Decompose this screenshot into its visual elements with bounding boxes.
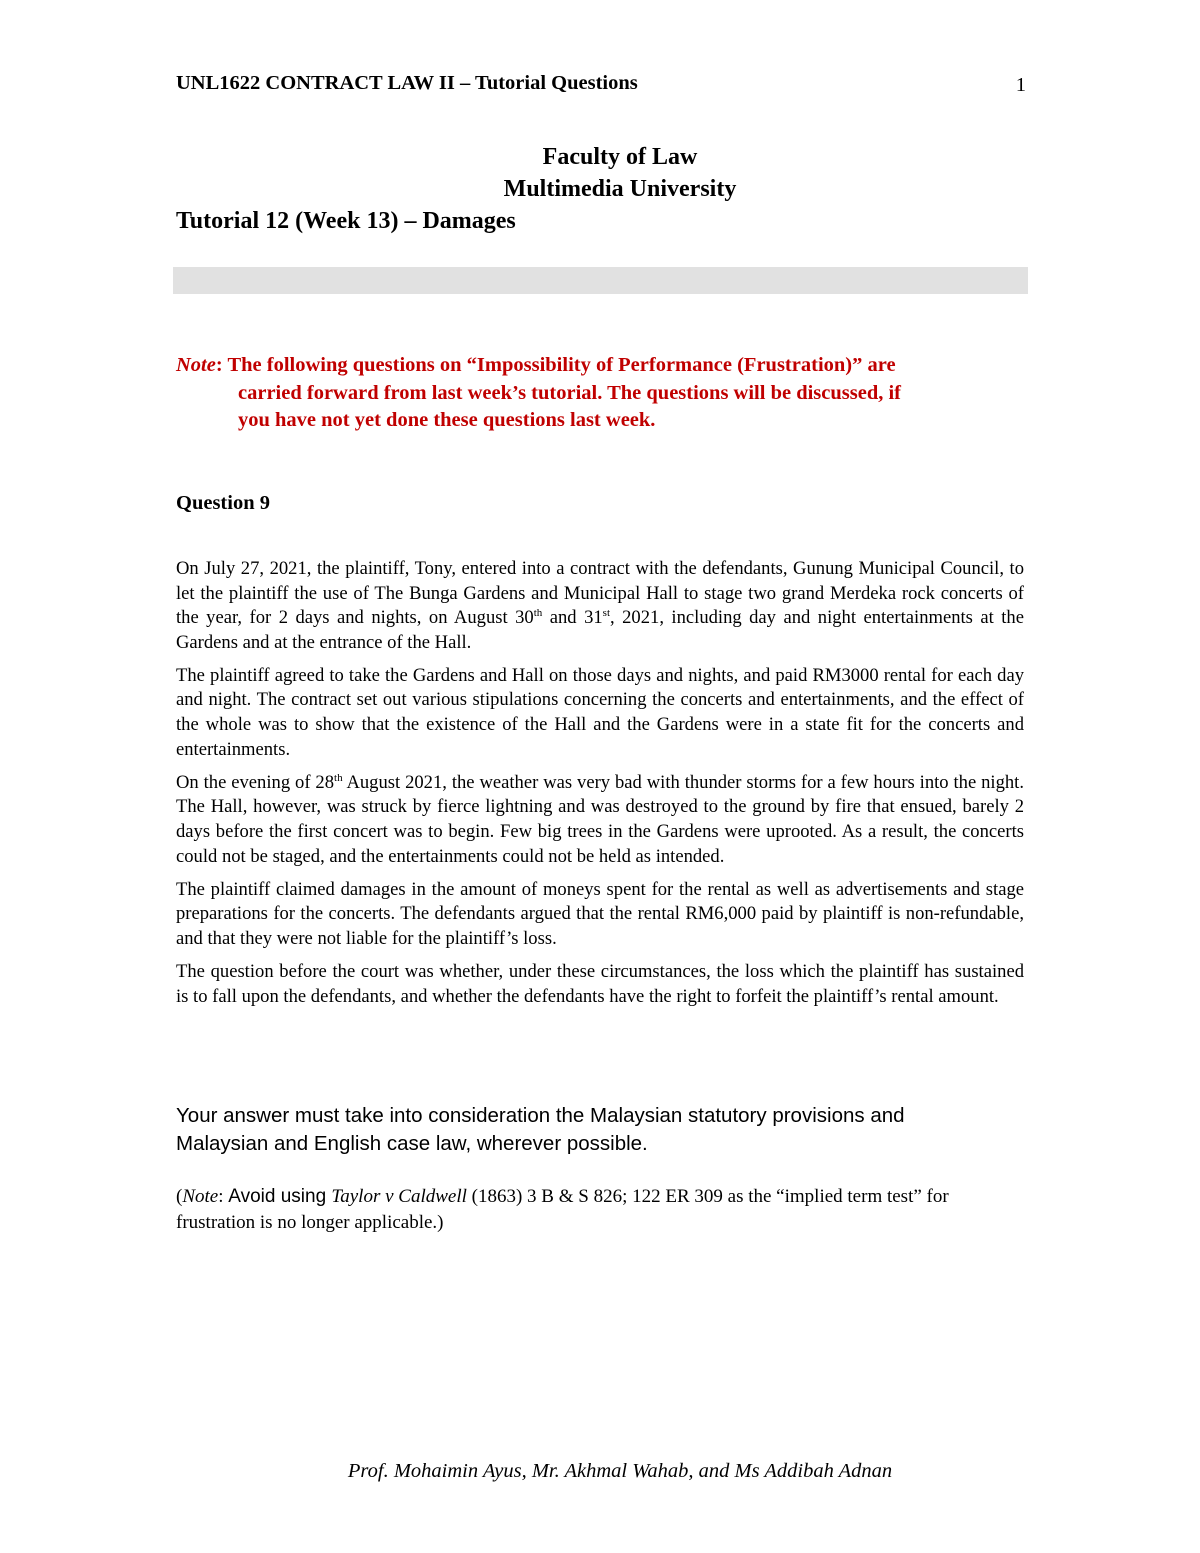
p3-text-b: August 2021, the weather was very bad with thunder storms for a few hours into the night. The Hall, however, was struck by fierce lightning and was destroyed to the ground by fire that ensued, barely 2 days before the first concert was to begin. Few big trees in the Gardens were uprooted. As a result, the concerts could not be staged, and the entertainments could not be held as intended. xyxy=(176,771,1024,867)
note2-case-name: Taylor v Caldwell xyxy=(331,1186,467,1207)
note-line-2: carried forward from last week’s tutorial. The questions will be discussed, if xyxy=(238,381,901,404)
university-title: Multimedia University xyxy=(503,176,737,202)
tutorial-title: Tutorial 12 (Week 13) – Damages xyxy=(176,208,516,234)
p1-text-b: and 31 xyxy=(542,607,603,629)
caldwell-note xyxy=(176,1184,1006,1236)
footer-authors: Prof. Mohaimin Ayus, Mr. Akhmal Wahab, and Ms Addibah Adnan xyxy=(347,1460,893,1482)
note2-label: Note xyxy=(182,1186,219,1207)
shaded-bar xyxy=(173,267,1028,294)
paragraph-2: The plaintiff agreed to take the Gardens and Hall on those days and nights, and paid RM3000 rental for each day and night. The contract set out various stipulations concerning the concerts and entertainments, and the effect of the whole was to show that the existence of the Hall and the Gardens were in a state fit for the concerts and entertainments. xyxy=(176,664,1024,760)
paragraph-3 xyxy=(176,771,1024,869)
note-label: Note xyxy=(176,354,216,376)
page-number: 1 xyxy=(1015,74,1026,96)
note-line-3: you have not yet done these questions last week. xyxy=(238,409,656,431)
note-line-1: The following questions on “Impossibility of Performance (Frustration)” are xyxy=(222,354,896,376)
question-body xyxy=(176,557,1024,1018)
p3-superscript-th: th xyxy=(334,771,343,784)
paragraph-5: The question before the court was whether, under these circumstances, the loss which the plaintiff has sustained is to fall upon the defendants, and whether the defendants have the right to forfeit the plaintiff’s rental amount. xyxy=(176,960,1024,1007)
note2-rest-text: (1863) 3 B & S 826; 122 ER 309 as the “implied term test” for frustration is no longer applicable.) xyxy=(176,1186,949,1233)
note2-avoid-text: Avoid using xyxy=(228,1186,332,1207)
paragraph-1 xyxy=(176,557,1024,655)
p1-text-c: , 2021, including day and night entertainments at the Gardens and at the entrance of the Hall. xyxy=(176,607,1024,653)
question-heading: Question 9 xyxy=(176,492,270,514)
p3-text-a: On the evening of 28 xyxy=(176,771,335,793)
p1-text-a: On July 27, 2021, the plaintiff, Tony, entered into a contract with the defendants, Gunung Municipal Council, to let the plaintiff the use of The Bunga Gardens and Municipal Hall to stage two grand Merdeka rock concerts of the year, for 2 days and nights, on August 30 xyxy=(176,558,1024,629)
paragraph-4: The plaintiff claimed damages in the amount of moneys spent for the rental as well as advertisements and stage preparations for the concerts. The defendants argued that the rental RM6,000 paid by plaintiff is non-refundable, and that they were not liable for the plaintiff’s loss. xyxy=(176,878,1024,949)
p1-superscript-st: st xyxy=(602,607,611,619)
faculty-title: Faculty of Law xyxy=(542,144,698,170)
p1-superscript-th: th xyxy=(533,607,543,619)
carry-forward-note xyxy=(176,352,1028,435)
running-header: UNL1622 CONTRACT LAW II – Tutorial Questions xyxy=(176,72,638,94)
note2-colon: : xyxy=(218,1186,229,1207)
answer-instruction: Your answer must take into consideration the Malaysian statutory provisions and Malaysian and English case law, wherever possible. xyxy=(176,1104,905,1155)
note-colon: : xyxy=(215,354,223,376)
note2-open-paren: ( xyxy=(176,1186,183,1207)
